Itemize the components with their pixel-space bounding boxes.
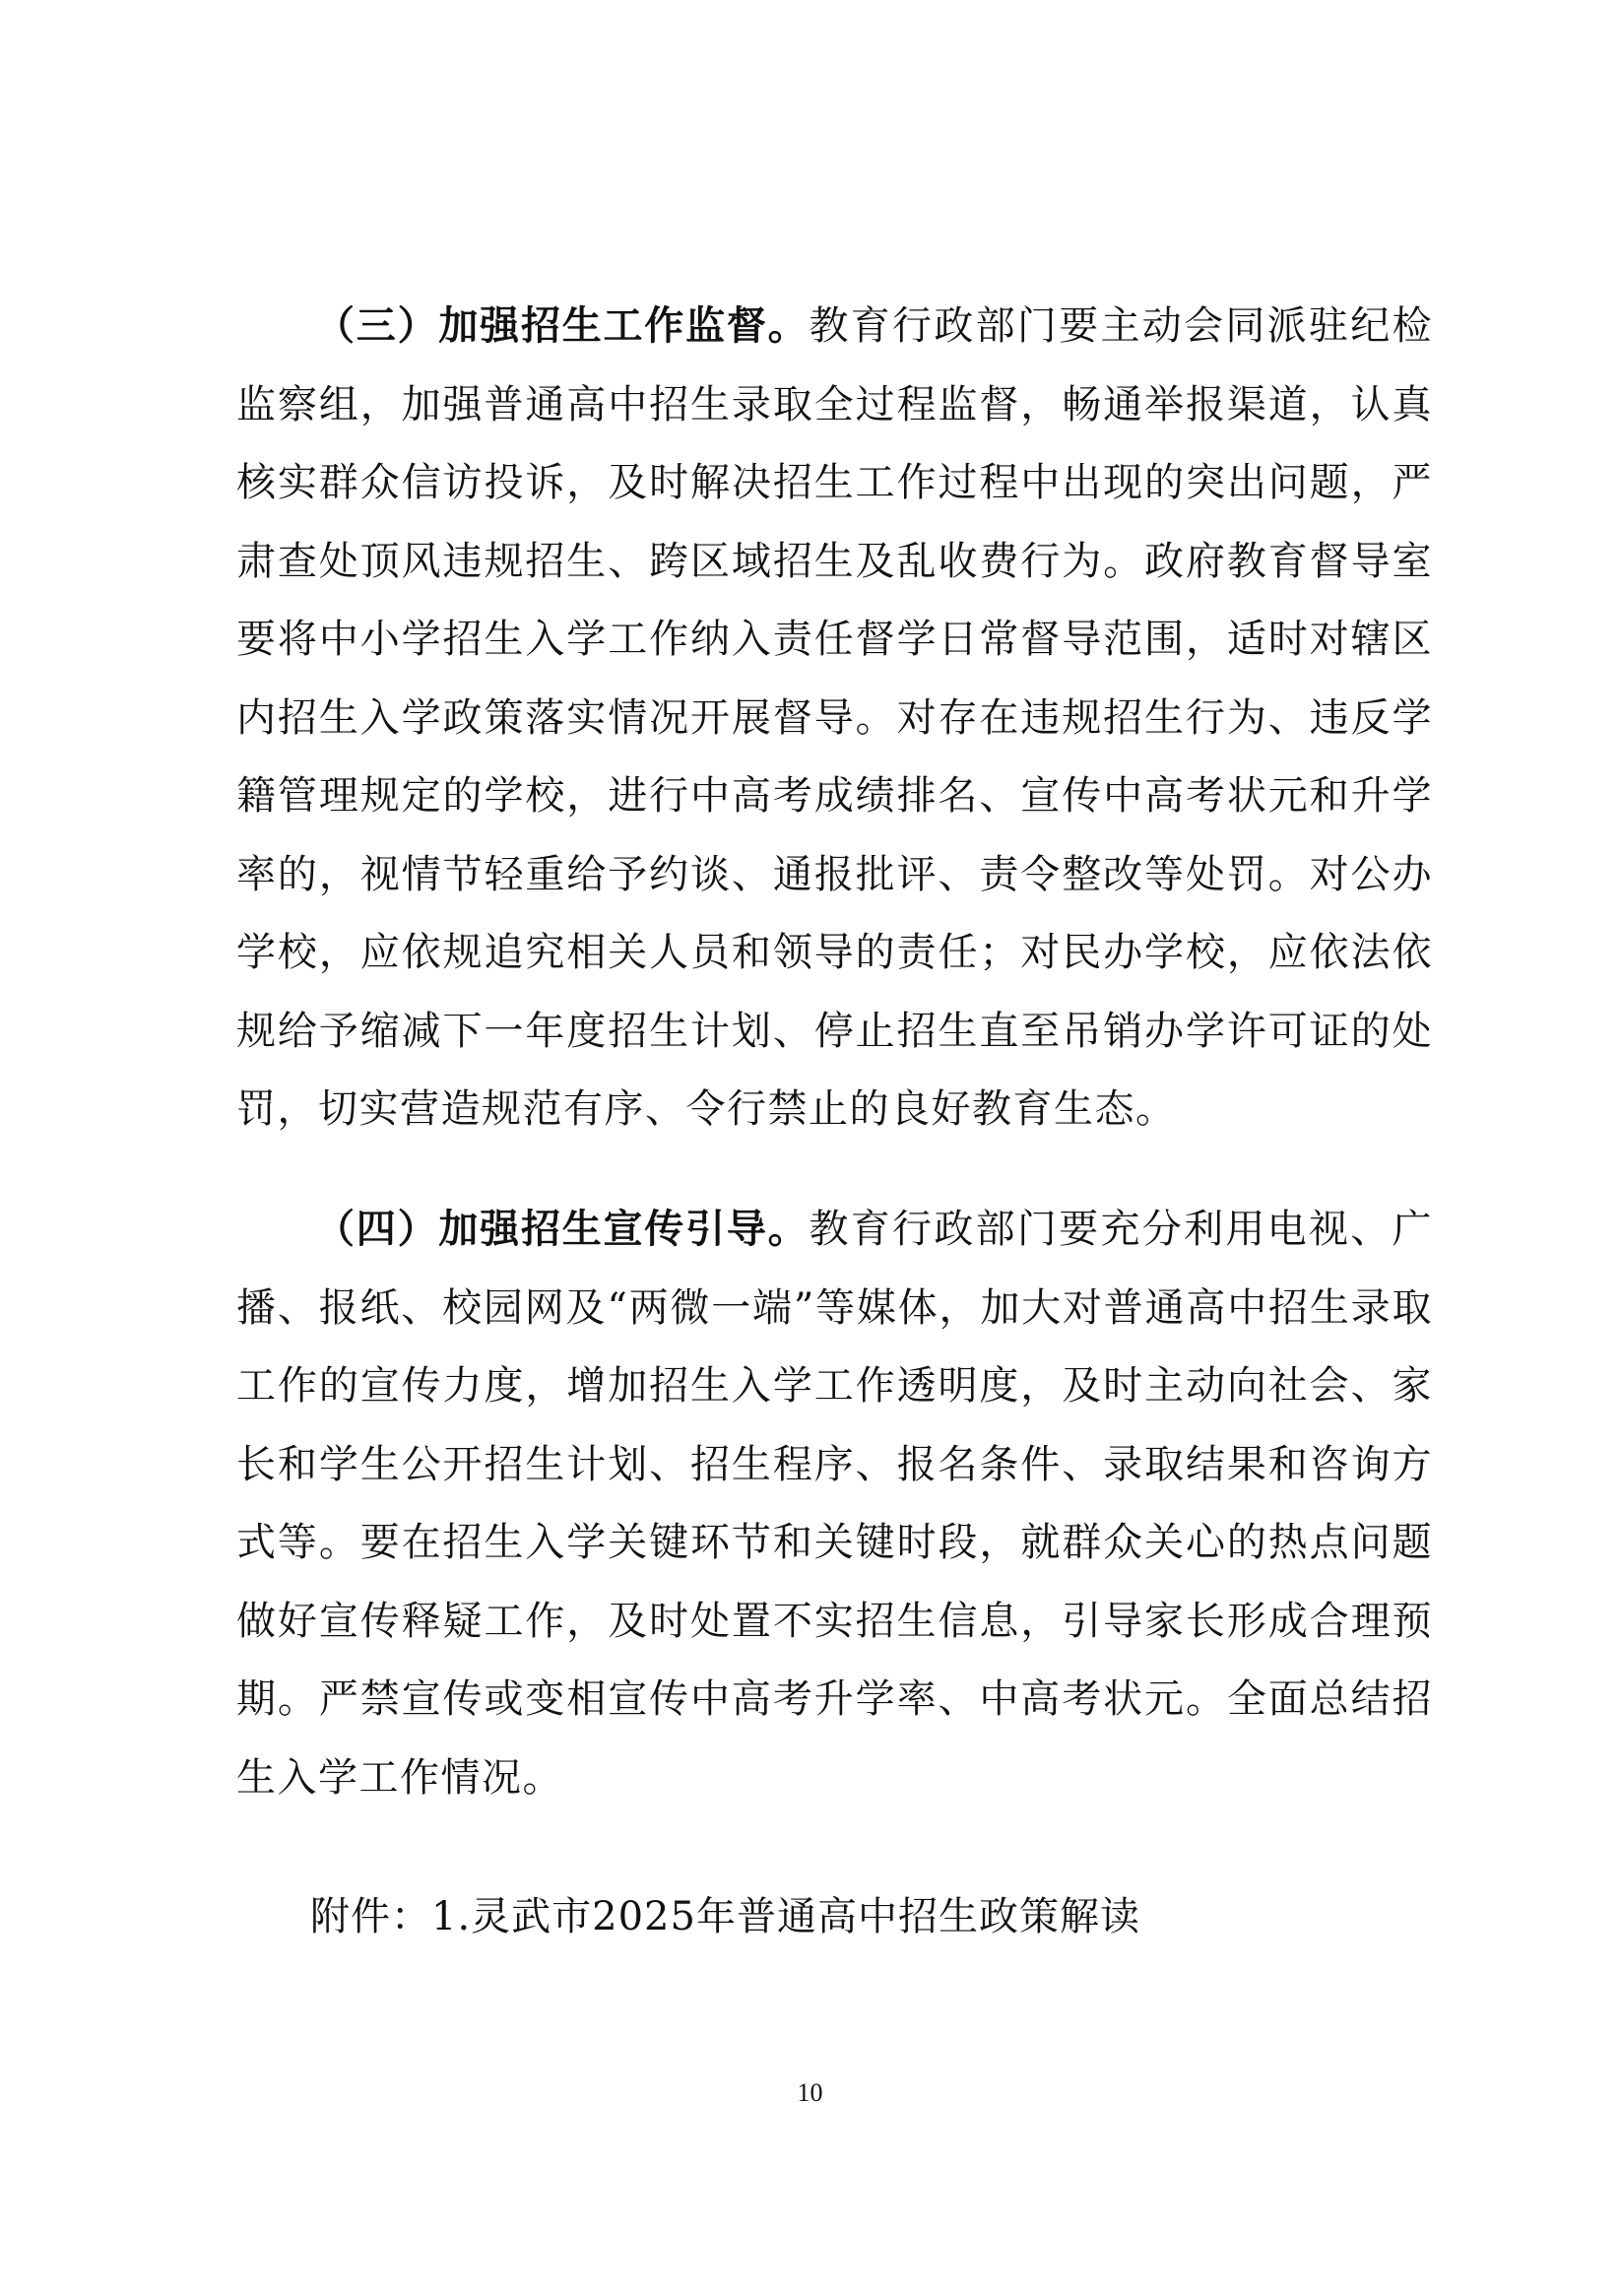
section-4 (236, 1191, 1433, 1817)
section-body: 教育行政部门要充分利用电视、广播、报纸、校园网及“两微一端”等媒体，加大对普通高中招生录取工作的宣传力度，增加招生入学工作透明度，及时主动向社会、家长和学生公开招生计划、招生程序、报名条件、录取结果和咨询方式等。要在招生入学关键环节和关键时段，就群众关心的热点问题做好宣传释疑工作，及时处置不实招生信息，引导家长形成合理预期。严禁宣传或变相宣传中高考升学率、中高考状元。全面总结招生入学工作情况。 (236, 1207, 1434, 1801)
section-heading: （三）加强招生工作监督。 (315, 303, 810, 349)
section-heading: （四）加强招生宣传引导。 (315, 1207, 810, 1252)
section-body: 教育行政部门要主动会同派驻纪检监察组，加强普通高中招生录取全过程监督，畅通举报渠道，认真核实群众信访投诉，及时解决招生工作过程中出现的突出问题，严肃查处顶风违规招生、跨区域招生及乱收费行为。政府教育督导室要将中小学招生入学工作纳入责任督学日常督导范围，适时对辖区内招生入学政策落实情况开展督导。对存在违规招生行为、违反学籍管理规定的学校，进行中高考成绩排名、宣传中高考状元和升学率的，视情节轻重给予约谈、通报批评、责令整改等处罚。对公办学校，应依规追究相关人员和领导的责任；对民办学校，应依法依规给予缩减下一年度招生计划、停止招生直至吊销办学许可证的处罚，切实营造规范有序、令行禁止的良好教育生态。 (236, 303, 1434, 1132)
paragraph (236, 288, 1433, 1149)
page-number: 10 (797, 2078, 823, 2107)
paragraph (236, 1191, 1433, 1817)
section-3 (236, 288, 1433, 1149)
attachment-line: 附件：1.灵武市2025年普通高中招生政策解读 (310, 1894, 1140, 1939)
